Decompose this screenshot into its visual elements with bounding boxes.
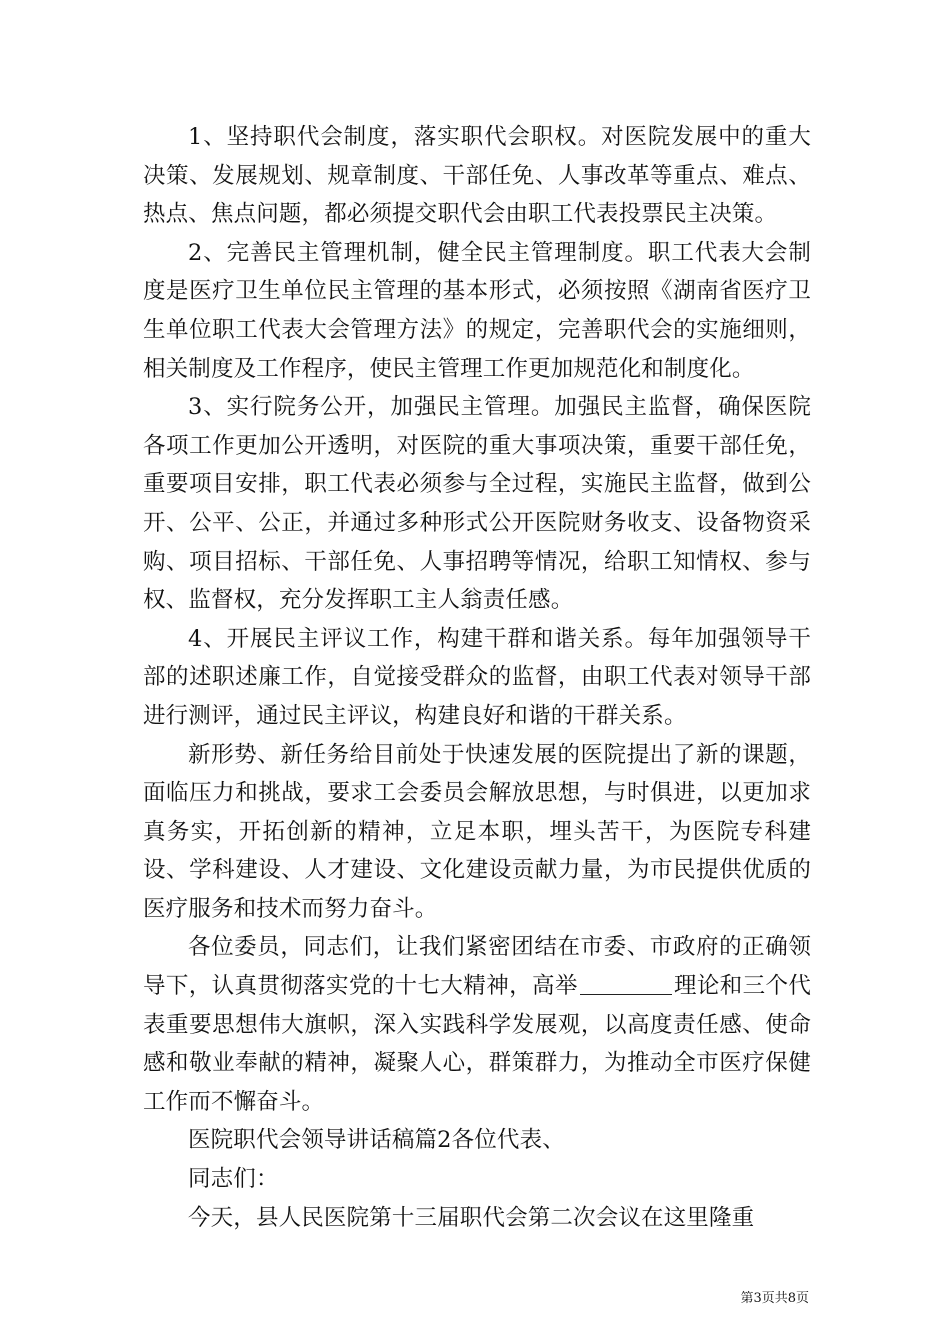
salutation: 同志们：	[188, 1166, 279, 1193]
paragraph-1: 1、坚持职代会制度，落实职代会职权。对医院发展中的重大决策、发展规划、规章制度、干部任免、人事改革等重点、难点、热点、焦点问题，都必须提交职代会由职工代表投票民主决策。	[143, 124, 811, 228]
final-line: 今天，县人民医院第十三届职代会第二次会议在这里隆重	[188, 1204, 755, 1231]
section-heading: 医院职代会领导讲话稿篇2各位代表、	[188, 1127, 565, 1154]
paragraph-3: 3、实行院务公开，加强民主管理。加强民主监督，确保医院各项工作更加公开透明，对医院的重大事项决策，重要干部任免，重要项目安排，职工代表必须参与全过程，实施民主监督，做到公开、公平、公正，并通过多种形式公开医院财务收支、设备物资采购、项目招标、干部任免、人事招聘等情况，给职工知情权、参与权、监督权，充分发挥职工主人翁责任感。	[143, 394, 811, 614]
closing-text-before-blank: 各位委员，同志们，让我们紧密团结在市委、市政府的正确领导下，认真贯彻落实党的十七大精神，高举	[143, 934, 811, 1000]
document-body	[143, 118, 811, 1237]
blank-fill-line	[580, 972, 672, 995]
closing-text-after-blank: 理论和三个代表重要思想伟大旗帜，深入实践科学发展观，以高度责任感、使命感和敬业奉献的精神，凝聚人心，群策群力，为推动全市医疗保健工作而不懈奋斗。	[143, 973, 811, 1115]
closing-paragraph	[143, 928, 811, 1121]
paragraph-4: 4、开展民主评议工作，构建干群和谐关系。每年加强领导干部的述职述廉工作，自觉接受群众的监督，由职工代表对领导干部进行测评，通过民主评议，构建良好和谐的干群关系。	[143, 625, 811, 729]
paragraph-5: 新形势、新任务给目前处于快速发展的医院提出了新的课题，面临压力和挑战，要求工会委员会解放思想，与时俱进，以更加求真务实，开拓创新的精神，立足本职，埋头苦干，为医院专科建设、学科建设、人才建设、文化建设贡献力量，为市民提供优质的医疗服务和技术而努力奋斗。	[143, 741, 811, 922]
paragraph-2: 2、完善民主管理机制，健全民主管理制度。职工代表大会制度是医疗卫生单位民主管理的基本形式，必须按照《湖南省医疗卫生单位职工代表大会管理方法》的规定，完善职代会的实施细则，相关制度及工作程序，使民主管理工作更加规范化和制度化。	[143, 239, 811, 382]
page-number: 第3页共8页	[740, 1291, 809, 1306]
